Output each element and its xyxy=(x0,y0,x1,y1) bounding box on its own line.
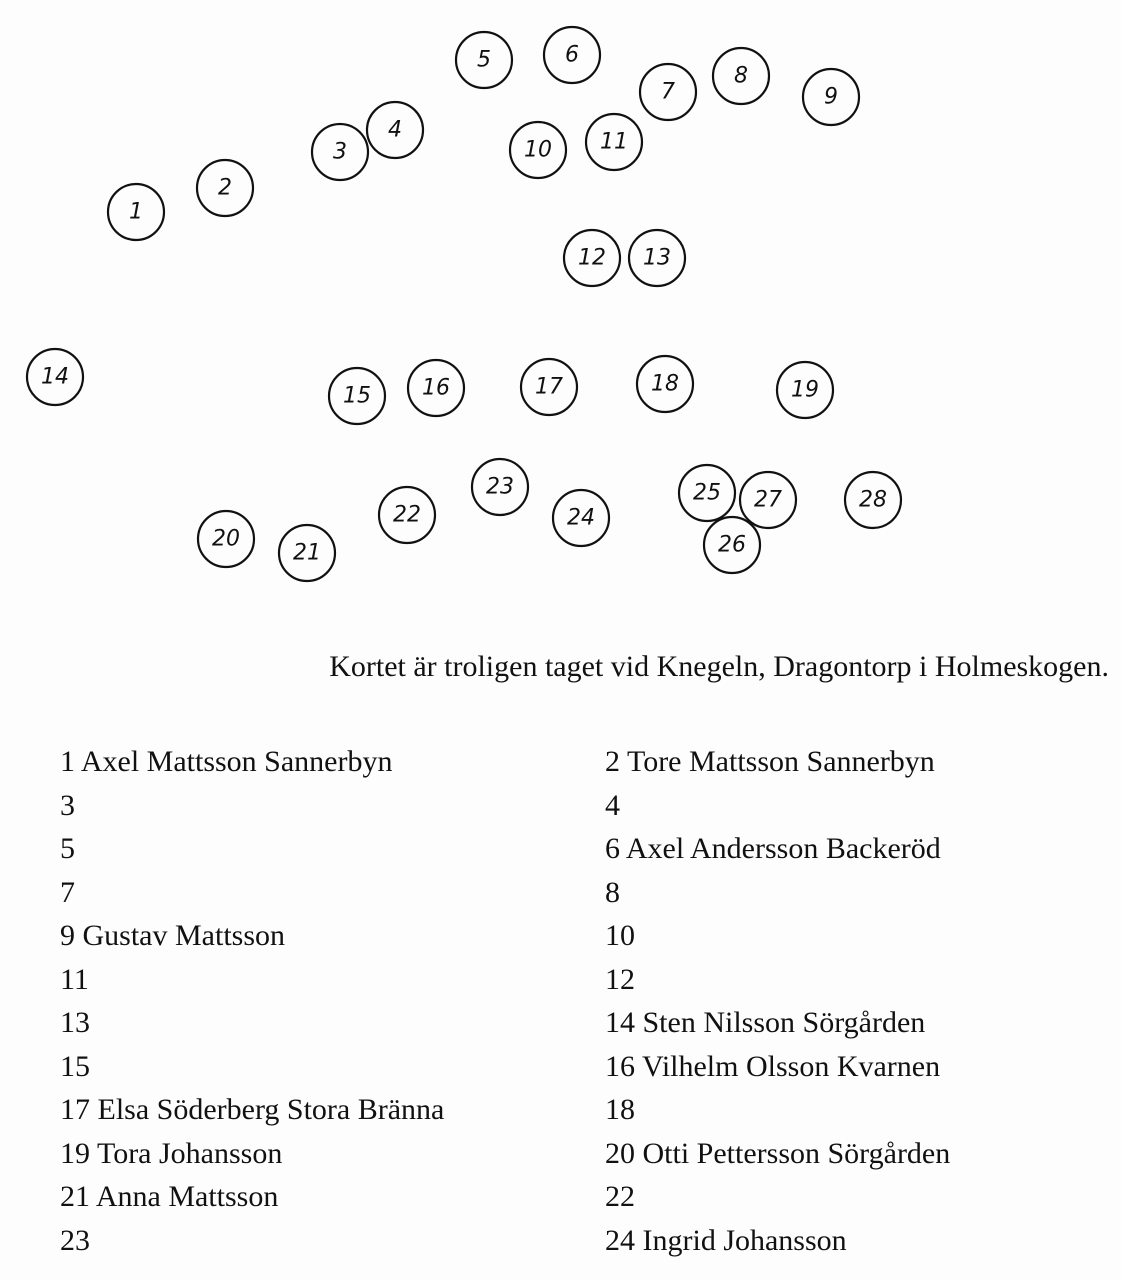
list-item: 14 Sten Nilsson Sörgården xyxy=(605,1006,926,1039)
person-marker xyxy=(564,230,620,286)
person-marker xyxy=(629,230,685,286)
marker-number: 27 xyxy=(754,487,782,513)
marker-number: 3 xyxy=(333,139,347,165)
list-item: 17 Elsa Söderberg Stora Bränna xyxy=(60,1093,445,1126)
person-marker xyxy=(521,359,577,415)
marker-number: 9 xyxy=(824,84,838,110)
list-item: 13 xyxy=(60,1006,90,1039)
list-item: 2 Tore Mattsson Sannerbyn xyxy=(605,745,935,778)
list-item: 23 xyxy=(60,1223,90,1257)
marker-number: 15 xyxy=(343,383,371,409)
person-marker xyxy=(510,122,566,178)
person-marker xyxy=(553,490,609,546)
marker-number: 1 xyxy=(129,199,143,225)
person-marker xyxy=(679,465,735,521)
person-marker xyxy=(198,511,254,567)
marker-number: 20 xyxy=(212,526,240,552)
person-marker xyxy=(637,356,693,412)
marker-number: 5 xyxy=(477,47,491,73)
marker-number: 12 xyxy=(578,245,606,271)
marker-number: 11 xyxy=(600,129,628,155)
person-marker xyxy=(740,472,796,528)
marker-number: 10 xyxy=(524,137,552,163)
person-marker xyxy=(640,64,696,120)
person-marker xyxy=(845,472,901,528)
names-list-right xyxy=(605,740,950,1262)
marker-number: 17 xyxy=(535,374,563,400)
list-item: 3 xyxy=(60,788,75,822)
marker-number: 21 xyxy=(293,540,321,566)
person-marker xyxy=(279,525,335,581)
marker-number: 13 xyxy=(643,245,671,271)
person-marker xyxy=(704,517,760,573)
marker-number: 6 xyxy=(565,42,579,68)
person-marker xyxy=(329,368,385,424)
list-item: 18 xyxy=(605,1093,635,1126)
list-item: 8 xyxy=(605,875,620,909)
list-item: 24 Ingrid Johansson xyxy=(605,1223,847,1257)
marker-number: 23 xyxy=(486,474,514,500)
person-marker xyxy=(367,102,423,158)
person-marker xyxy=(379,487,435,543)
person-marker xyxy=(713,48,769,104)
photo-caption: Kortet är troligen taget vid Knegeln, Dragontorp i Holmeskogen. xyxy=(329,650,1109,683)
marker-number: 24 xyxy=(567,505,595,531)
marker-number: 14 xyxy=(41,364,69,390)
person-marker xyxy=(456,32,512,88)
person-marker xyxy=(777,362,833,418)
list-item: 12 xyxy=(605,962,635,996)
list-item: 10 xyxy=(605,919,635,952)
list-item: 4 xyxy=(605,788,620,822)
marker-number: 19 xyxy=(791,377,819,403)
person-marker xyxy=(197,160,253,216)
list-item: 6 Axel Andersson Backeröd xyxy=(605,832,941,865)
person-marker xyxy=(312,124,368,180)
marker-number: 25 xyxy=(693,480,721,506)
marker-number: 26 xyxy=(718,532,746,558)
marker-number: 7 xyxy=(661,79,675,105)
marker-number: 4 xyxy=(388,117,402,143)
person-marker xyxy=(803,69,859,125)
list-item: 11 xyxy=(60,962,89,996)
list-item: 21 Anna Mattsson xyxy=(60,1180,279,1213)
list-item: 5 xyxy=(60,832,75,865)
list-item: 15 xyxy=(60,1049,90,1083)
position-diagram xyxy=(0,0,1121,600)
marker-number: 28 xyxy=(859,487,887,513)
list-item: 16 Vilhelm Olsson Kvarnen xyxy=(605,1049,941,1083)
person-marker xyxy=(108,184,164,240)
person-marker xyxy=(408,360,464,416)
marker-number: 8 xyxy=(734,63,748,89)
list-item: 22 xyxy=(605,1180,635,1213)
list-item: 19 Tora Johansson xyxy=(60,1136,283,1170)
person-marker xyxy=(472,459,528,515)
marker-number: 22 xyxy=(393,502,421,528)
marker-number: 16 xyxy=(422,375,450,401)
list-item: 1 Axel Mattsson Sannerbyn xyxy=(60,745,393,778)
person-marker xyxy=(27,349,83,405)
person-marker xyxy=(586,114,642,170)
person-marker xyxy=(544,27,600,83)
marker-number: 2 xyxy=(218,175,232,201)
list-item: 9 Gustav Mattsson xyxy=(60,919,285,952)
list-item: 7 xyxy=(60,875,75,909)
list-item: 20 Otti Pettersson Sörgården xyxy=(605,1136,951,1170)
marker-number: 18 xyxy=(651,371,679,397)
names-list-left xyxy=(60,740,444,1262)
